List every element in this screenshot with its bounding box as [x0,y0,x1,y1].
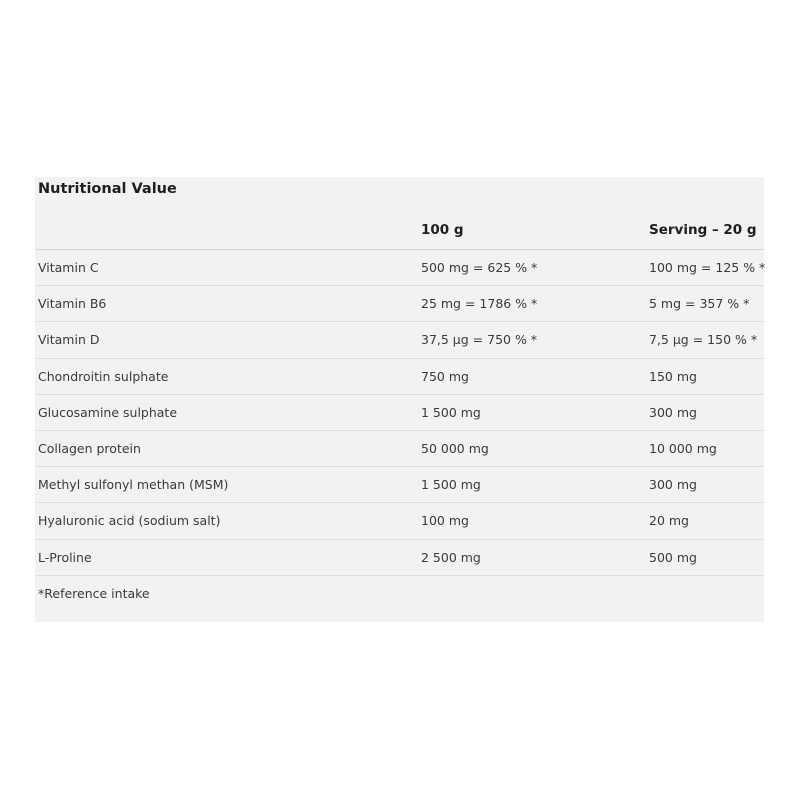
value-per-100g: 50 000 mg [421,440,489,456]
value-per-serving: 7,5 µg = 150 % * [649,332,758,348]
column-header-serving: Serving – 20 g [649,222,757,238]
table-row [35,250,764,286]
table-title: Nutritional Value [38,181,177,197]
value-per-serving: 20 mg [649,513,689,529]
value-per-serving: 300 mg [649,477,697,493]
value-per-100g: 25 mg = 1786 % * [421,296,538,312]
nutrient-name: Chondroitin sulphate [38,368,169,384]
column-header-100g: 100 g [421,222,464,238]
nutrient-name: Methyl sulfonyl methan (MSM) [38,477,229,493]
value-per-serving: 500 mg [649,549,697,565]
nutrient-name: Vitamin C [38,260,99,275]
table-row [35,503,764,539]
table-header-row [35,213,764,250]
value-per-100g: 1 500 mg [421,477,481,493]
table-row [35,431,764,467]
nutrient-name: Glucosamine sulphate [38,404,178,420]
table-row [35,286,764,322]
table-row [35,359,764,395]
nutrient-name: Collagen protein [38,440,141,456]
value-per-100g: 37,5 µg = 750 % * [421,332,538,348]
value-per-100g: 500 mg = 625 % * [421,260,538,275]
value-per-serving: 10 000 mg [649,440,717,456]
nutrient-name: Vitamin B6 [38,296,107,312]
table-body [35,250,764,576]
value-per-serving: 150 mg [649,368,697,384]
value-per-serving: 300 mg [649,404,697,420]
nutrient-name: Vitamin D [38,332,100,348]
nutrition-table [35,177,764,622]
nutrient-name: L-Proline [38,549,92,565]
value-per-100g: 2 500 mg [421,549,481,565]
table-row [35,322,764,358]
nutrient-name: Hyaluronic acid (sodium salt) [38,513,221,529]
value-per-100g: 1 500 mg [421,404,481,420]
value-per-serving: 5 mg = 357 % * [649,296,750,312]
table-row [35,467,764,503]
reference-intake-footnote: *Reference intake [38,586,150,601]
table-row [35,540,764,576]
value-per-100g: 100 mg [421,513,469,529]
value-per-serving: 100 mg = 125 % * [649,260,766,275]
table-row [35,395,764,431]
value-per-100g: 750 mg [421,368,469,384]
